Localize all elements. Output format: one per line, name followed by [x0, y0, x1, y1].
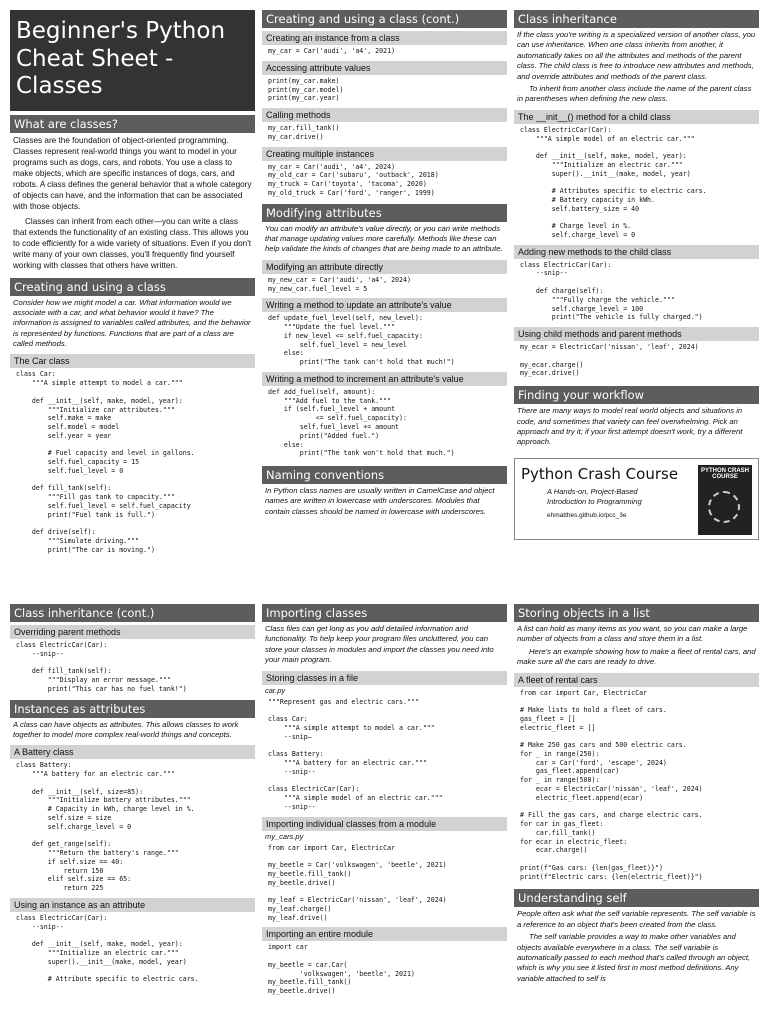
self-p2: The self variable provides a way to make other variables and objects available everywhere in a class. The self variable is automatically passed to each method that's called through an object, which is why you see it listed first in most method definitions. Any variable attached to self is [517, 932, 751, 983]
book-cover-image [698, 465, 752, 535]
override-code: class ElectricCar(Car): --snip-- def fill_tank(self): """Display an error message.""" print("This car has no fuel tank!") [16, 641, 187, 693]
child-init-label: The __init__() method for a child class [514, 110, 759, 124]
child-init-code: class ElectricCar(Car): """A simple model of an electric car.""" def __init__(self, make, model, year): """Initialize an electric car.""" super().__init__(make, model, year) # Attributes specific to electric cars. # Battery capacity in kWh. self.battery_size = 40 # Charge level in %. self.charge_level = 0 [520, 125, 707, 239]
new-methods-label: Adding new methods to the child class [514, 245, 759, 259]
storing-list-p2: Here's an example showing how to make a fleet of rental cars, and make sure all the cars are ready to drive. [517, 646, 756, 667]
book-url[interactable]: ehmatthes.github.io/pcc_3e [547, 511, 627, 519]
car-py-filename: car.py [265, 685, 286, 695]
storing-classes-label: Storing classes in a file [262, 671, 507, 685]
modifying-intro: You can modify an attribute's value directly, or you can write methods that manage updating values more carefully. Methods like these can help validate the kinds of changes that are being made to an attribute. [265, 223, 503, 254]
my-cars-py-filename: my_cars.py [265, 831, 304, 841]
what-are-classes-p1: Classes are the foundation of object-oriented programming. Classes represent real-world things you want to model in your programs such as dogs, cars, and robots. You use a class to make objects, which are specific instances of dogs, cars, and robots. A class defines the general behavior that a whole category of objects can have, and the information that can be associated with those objects. [13, 135, 252, 212]
column-top-right [514, 10, 759, 540]
increment-method-code: def add_fuel(self, amount): """Add fuel to the tank.""" if (self.fuel_level + amount <= self.fuel_capacity): self.fuel_level += amount print("Added fuel.") else: print("The tank won't hold that much.") [268, 387, 455, 458]
section-heading-inheritance: Class inheritance [514, 10, 759, 28]
section-heading-self: Understanding self [514, 889, 759, 907]
book-subtitle-line-2: Introduction to Programming [547, 496, 642, 506]
storing-classes-code: """Represent gas and electric cars.""" class Car: """A simple attempt to model a car.""" --snip— class Battery: """A battery for an electric car.""" --snip-- class ElectricCar(Car): """A simple model of an electric car.""" --snip-- [268, 697, 443, 811]
instance-attr-label: Using an instance as an attribute [10, 898, 255, 912]
book-subtitle-line-1: A Hands-on, Project-Based [547, 486, 638, 496]
import-module-code: import car my_beetle = car.Car( 'volkswagen', 'beetle', 2021) my_beetle.fill_tank() my_beetle.drive() [268, 943, 415, 996]
book-promo[interactable] [514, 458, 759, 540]
column-top-middle [262, 10, 507, 519]
self-p1: People often ask what the self variable represents. The self variable is a reference to an object that's been created from the class. [517, 909, 756, 929]
section-heading-workflow: Finding your workflow [514, 386, 759, 404]
modify-directly-label: Modifying an attribute directly [262, 260, 507, 274]
import-individual-label: Importing individual classes from a module [262, 817, 507, 831]
what-are-classes-p2: Classes can inherit from each other—you can write a class that extends the functionality of an existing class. This allows you to code efficiently for a wide variety of situations. Even if you don't write many of your own classes, you'll frequently find yourself working with classes that others have written. [13, 217, 252, 271]
naming-text: In Python class names are usually written in CamelCase and object names are written in lowercase with underscores. Modules that contain classes should be named in lowercase with underscores. [265, 486, 495, 516]
section-heading-importing: Importing classes [262, 604, 507, 622]
inheritance-p1: If the class you're writing is a specialized version of another class, you can use inheritance. When one class inherits from another, it automatically takes on all the attributes and methods of the parent class. The child class is free to introduce new attributes and methods, and override attributes and methods of the parent class. [517, 30, 756, 81]
column-bottom-right [514, 604, 759, 986]
import-individual-code: from car import Car, ElectricCar my_beetle = Car('volkswagen', 'beetle', 2021) my_beetle.fill_tank() my_beetle.drive() my_leaf = ElectricCar('nissan', 'leaf', 2024) my_leaf.charge() my_leaf.drive() [268, 843, 447, 922]
section-heading-creating-class: Creating and using a class [10, 278, 255, 296]
instance-label: Creating an instance from a class [262, 31, 507, 45]
fleet-label: A fleet of rental cars [514, 673, 759, 687]
creating-class-intro: Consider how we might model a car. What information would we associate with a car, and what behavior would it have? The information is assigned to variables called attributes, and the behavior is represented by functions. Functions that are part of a class are called methods. [13, 297, 251, 349]
book-cover-title: PYTHON CRASH COURSE [700, 467, 749, 481]
car-class-label: The Car class [10, 354, 255, 368]
column-bottom-left [10, 604, 255, 986]
update-method-label: Writing a method to update an attribute's value [262, 298, 507, 312]
instances-attrs-intro: A class can have objects as attributes. This allows classes to work together to model more complex real-world things and concepts. [13, 719, 239, 739]
section-heading-storing-list: Storing objects in a list [514, 604, 759, 622]
storing-list-p1: A list can hold as many items as you want, so you can make a large number of objects from a class and store them in a list. [517, 624, 748, 644]
column-top-left [10, 10, 255, 557]
access-code: print(my_car.make) print(my_car.model) print(my_car.year) [268, 76, 344, 103]
battery-class-label: A Battery class [10, 745, 255, 759]
child-parent-methods-code: my_ecar = ElectricCar('nissan', 'leaf', 2024) my_ecar.charge() my_ecar.drive() [520, 343, 699, 378]
section-heading-instances-attrs: Instances as attributes [10, 700, 255, 718]
fleet-code: from car import Car, ElectricCar # Make lists to hold a fleet of cars. gas_fleet = [] electric_fleet = [] # Make 250 gas cars and 500 electric cars. for _ in range(250): car = Car('ford', 'escape', 2024) gas_fleet.append(car) for _ in range(500): ecar = ElectricCar('nissan', 'leaf', 2024) electric_fleet.append(ecar) # Fill the gas cars, and charge electric cars. for car in gas_fleet: car.fill_tank() for ecar in electric_fleet: ecar.charge() print(f"Gas cars: {len(gas_fleet)}") print(f"Electric cars: {len(electric_fleet)}") [520, 688, 703, 881]
update-method-code: def update_fuel_level(self, new_level): """Update the fuel level.""" if new_level <= self.fuel_capacity: self.fuel_level = new_level else: print("The tank can't hold that much!") [268, 314, 455, 367]
instance-code: my_car = Car('audi', 'a4', 2021) [268, 47, 396, 55]
increment-method-label: Writing a method to increment an attribute's value [262, 372, 507, 386]
importing-intro: Class files can get long as you add detailed information and functionality. To help keep your program files uncluttered, you can store your classes in modules and import the classes you need into your main program. [265, 624, 494, 665]
page-title: Beginner's Python Cheat Sheet - Classes [10, 10, 255, 111]
import-module-label: Importing an entire module [262, 927, 507, 941]
multiple-label: Creating multiple instances [262, 147, 507, 161]
column-bottom-middle [262, 604, 507, 996]
section-heading-inheritance-cont: Class inheritance (cont.) [10, 604, 255, 622]
access-label: Accessing attribute values [262, 61, 507, 75]
child-parent-methods-label: Using child methods and parent methods [514, 327, 759, 341]
book-cover-robot-icon [708, 491, 740, 523]
override-label: Overriding parent methods [10, 625, 255, 639]
inheritance-p2: To inherit from another class include the name of the parent class in parentheses when defining the new class. [517, 83, 752, 104]
battery-class-code: class Battery: """A battery for an electric car.""" def __init__(self, size=85): """Initialize battery attributes.""" # Capacity in kWh, charge level in %. self.size = size self.charge_level = 0 def get_range(self): """Return the battery's range.""" if self.size == 40: return 150 elif self.size == 65: return 225 [16, 761, 195, 893]
methods-code: my_car.fill_tank() my_car.drive() [268, 124, 340, 141]
instance-attr-code: class ElectricCar(Car): --snip-- def __init__(self, make, model, year): """Initialize an electric car.""" super().__init__(make, model, year) # Attribute specific to electric cars. [16, 913, 199, 984]
workflow-text: There are many ways to model real world objects and situations in code, and sometimes that variety can feel overwhelming. Pick an approach and try it; if your first attempt doesn't work, try a different approach. [517, 406, 743, 447]
car-class-code: class Car: """A simple attempt to model a car.""" def __init__(self, make, model, year): """Initialize car attributes.""" self.make = make self.model = model self.year = year # Fuel capacity and level in gallons. self.fuel_capacity = 15 self.fuel_level = 0 def fill_tank(self): """Fill gas tank to capacity.""" self.fuel_level = self.fuel_capacity print("Fuel tank is full.") def drive(self): """Simulate driving.""" print("The car is moving.") [16, 370, 195, 554]
section-heading-what-are-classes: What are classes? [10, 115, 255, 133]
section-heading-naming: Naming conventions [262, 466, 507, 484]
section-heading-creating-cont: Creating and using a class (cont.) [262, 10, 507, 28]
multiple-code: my_car = Car('audi', 'a4', 2024) my_old_car = Car('subaru', 'outback', 2018) my_truck = Car('toyota', 'tacoma', 2020) my_old_truck = Car('ford', 'ranger', 1999) [268, 162, 439, 197]
section-heading-modifying: Modifying attributes [262, 204, 507, 222]
methods-label: Calling methods [262, 108, 507, 122]
modify-directly-code: my_new_car = Car('audi', 'a4', 2024) my_new_car.fuel_level = 5 [268, 275, 411, 293]
book-title: Python Crash Course [521, 464, 679, 483]
new-methods-code: class ElectricCar(Car): --snip-- def charge(self): """Fully charge the vehicle.""" self.charge_level = 100 print("The vehicle is fully charged.") [520, 260, 703, 322]
